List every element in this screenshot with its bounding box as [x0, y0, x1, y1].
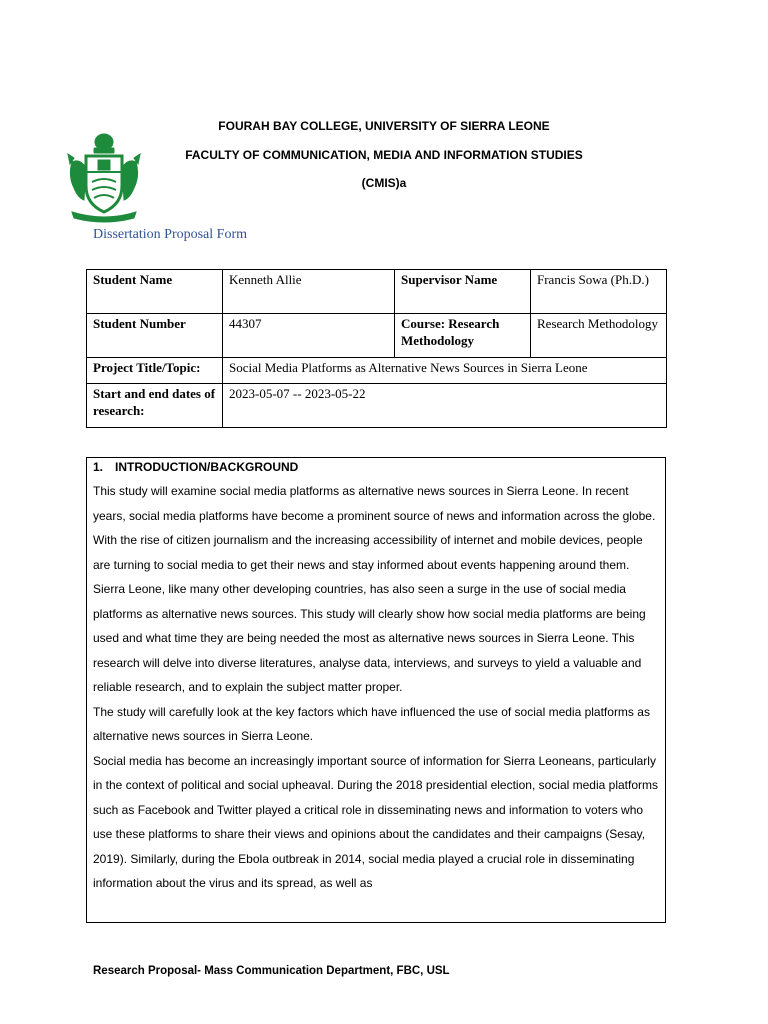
supervisor-name-label: Supervisor Name [395, 270, 531, 314]
student-info-table [86, 269, 667, 428]
project-title-label: Project Title/Topic: [87, 358, 223, 384]
student-name-label: Student Name [87, 270, 223, 314]
student-number-label: Student Number [87, 314, 223, 358]
introduction-paragraph-3: Social media has become an increasingly important source of information for Sierra Leoneans, particularly in the context of political and social upheaval. During the 2018 presidential election, social media platforms such as Facebook and Twitter played a critical role in disseminating news and information to voters who use these platforms to share their views and opinions about the candidates and their campaigns (Sesay, 2019). Similarly, during the Ebola outbreak in 2014, social media played a crucial role in disseminating information about the virus and its spread, as well as [93, 753, 658, 890]
project-title-value: Social Media Platforms as Alternative News Sources in Sierra Leone [223, 358, 667, 384]
faculty-name: FACULTY OF COMMUNICATION, MEDIA AND INFORMATION STUDIES [185, 148, 583, 162]
table-row [87, 270, 667, 314]
section-title: INTRODUCTION/BACKGROUND [115, 460, 299, 474]
introduction-paragraph-2: The study will carefully look at the key factors which have influenced the use of social media platforms as alternative news sources in Sierra Leone. [93, 704, 650, 743]
form-title: Dissertation Proposal Form [93, 227, 247, 242]
faculty-abbreviation: (CMIS)a [361, 176, 407, 190]
introduction-paragraph-1: This study will examine social media platforms as alternative news sources in Sierra Leone. In recent years, social media platforms have become a prominent source of news and information across the globe. With the rise of citizen journalism and the increasing accessibility of internet and mobile devices, people are turning to social media to get their news and stay informed about events happening around them. Sierra Leone, like many other developing countries, has also seen a surge in the use of social media platforms as alternative news sources. This study will clearly show how social media platforms are being used and what time they are being needed the most as alternative news sources in Sierra Leone. This research will delve into diverse literatures, analyse data, interviews, and surveys to yield a valuable and reliable research, and to explain the subject matter proper. [93, 484, 656, 694]
table-row [87, 358, 667, 384]
student-name-value: Kenneth Allie [223, 270, 395, 314]
supervisor-name-value: Francis Sowa (Ph.D.) [531, 270, 667, 314]
student-number-value: 44307 [223, 314, 395, 358]
introduction-section [86, 457, 666, 923]
research-dates-value: 2023-05-07 -- 2023-05-22 [223, 384, 667, 428]
section-number: 1. [93, 460, 104, 474]
research-dates-label: Start and end dates of research: [87, 384, 223, 428]
page-footer: Research Proposal- Mass Communication Department, FBC, USL [93, 965, 450, 977]
institution-name: FOURAH BAY COLLEGE, UNIVERSITY OF SIERRA LEONE [218, 119, 550, 133]
course-value: Research Methodology [531, 314, 667, 358]
introduction-heading [93, 458, 659, 476]
table-row [87, 384, 667, 428]
table-row [87, 314, 667, 358]
course-label: Course: Research Methodology [395, 314, 531, 358]
